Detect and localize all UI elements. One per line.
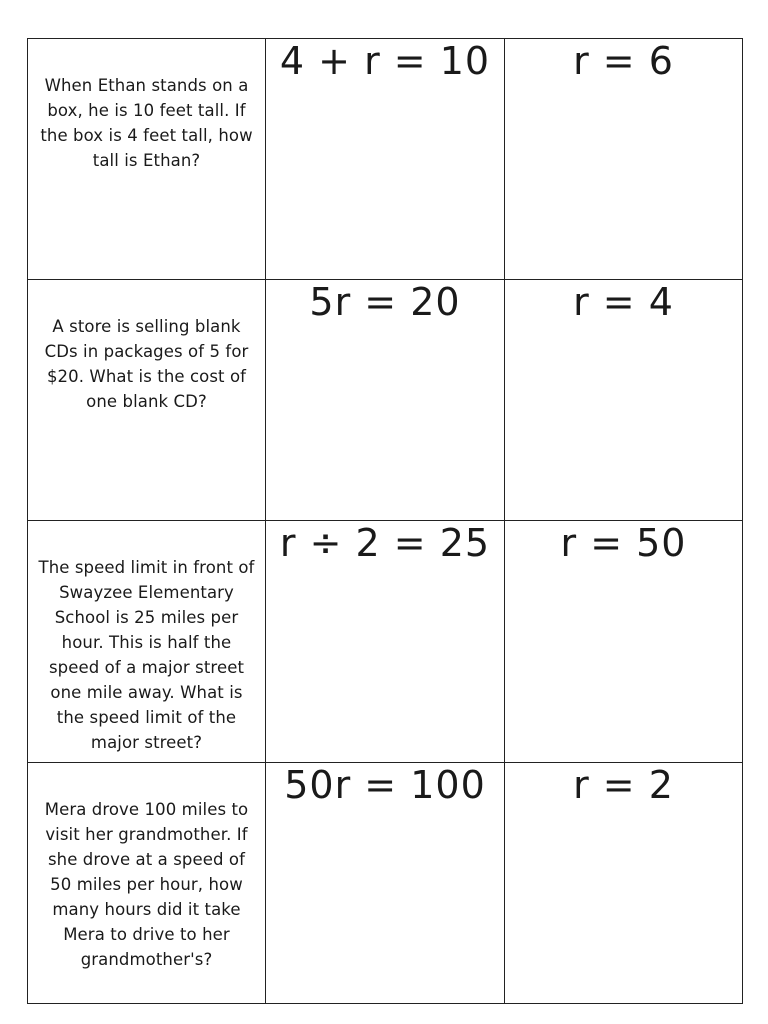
equation-text: r ÷ 2 = 25 — [279, 521, 491, 565]
equation-text: 50r = 100 — [284, 763, 486, 807]
equation-card-1 — [266, 39, 505, 280]
word-problem-card-4 — [28, 763, 266, 1003]
equation-text: 4 + r = 10 — [279, 39, 491, 83]
word-problem-text: The speed limit in front of Swayzee Elementary School is 25 miles per hour. This is half the speed of a major street one mile away. What is the speed limit of the major street? — [38, 558, 255, 752]
equation-text: 5r = 20 — [309, 280, 461, 324]
answer-text: r = 4 — [573, 280, 674, 324]
equation-card-3 — [266, 521, 505, 763]
word-problem-text: When Ethan stands on a box, he is 10 feet tall. If the box is 4 feet tall, how tall is Ethan? — [40, 76, 253, 170]
word-problem-text: A store is selling blank CDs in packages of 5 for $20. What is the cost of one blank CD? — [44, 317, 249, 411]
card-sort-table — [27, 38, 743, 1004]
word-problem-card-3 — [28, 521, 266, 763]
word-problem-card-1 — [28, 39, 266, 280]
equation-card-2 — [266, 280, 505, 521]
answer-text: r = 2 — [573, 763, 674, 807]
answer-card-1 — [505, 39, 742, 280]
word-problem-card-2 — [28, 280, 266, 521]
answer-card-3 — [505, 521, 742, 763]
word-problem-text: Mera drove 100 miles to visit her grandmother. If she drove at a speed of 50 miles per hour, how many hours did it take Mera to drive to her grandmother's? — [44, 800, 249, 969]
equation-card-4 — [266, 763, 505, 1003]
answer-text: r = 6 — [573, 39, 674, 83]
answer-card-2 — [505, 280, 742, 521]
answer-card-4 — [505, 763, 742, 1003]
answer-text: r = 50 — [560, 521, 687, 565]
